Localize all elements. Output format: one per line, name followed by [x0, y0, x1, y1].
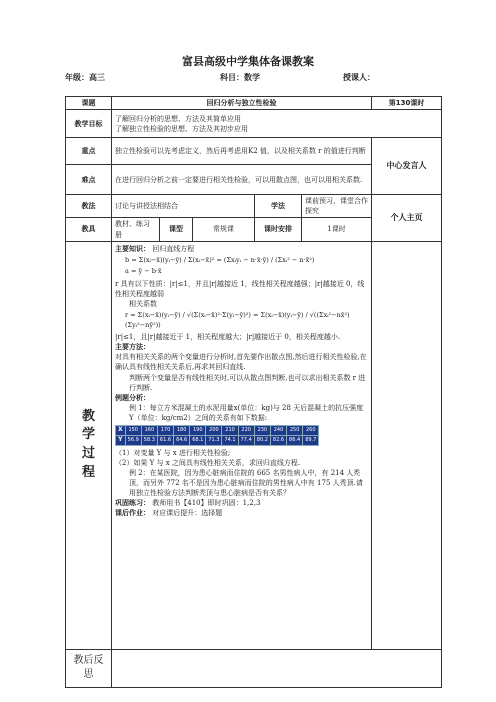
question-2: （2）如果 Y 与 x 之间具有线性相关关系，求回归直线方程. [115, 458, 301, 467]
example-heading: 例题分析： [115, 393, 150, 402]
method-label: 教法 [66, 195, 112, 218]
y-value-cell: 71.3 [206, 435, 222, 445]
x-value-cell: 250 [287, 426, 303, 436]
knowledge-intro: 回归直线方程 [152, 244, 195, 253]
hours-text: 1课时 [302, 218, 372, 241]
homework-label: 课后作业： [115, 509, 150, 518]
hours-label: 课时安排 [255, 218, 302, 241]
example-data-table [115, 425, 319, 445]
practice-label: 巩固练习： [115, 499, 150, 508]
formula-b: b = Σ(xᵢ−x̄)(yᵢ−ȳ) / Σ(xᵢ−x̄)² = (Σxᵢyᵢ − n·x̄·ȳ) / (Σxᵢ² − n·x̄²) [125, 255, 315, 264]
x-value-cell: 220 [238, 426, 254, 436]
formula-a: a = ȳ − b·x̄ [125, 267, 162, 276]
process-content [112, 241, 372, 649]
teacher-label: 授课人： [343, 73, 375, 82]
y-value-cell: 74.1 [222, 435, 238, 445]
method-heading: 主要方法： [115, 343, 150, 352]
center-speaker-label: 中心发言人 [372, 138, 442, 195]
reflection-label: 教后反思 [66, 649, 112, 687]
homework-text: 对应课后提升：选择题 [152, 509, 223, 518]
period-label: 第130课时 [372, 97, 442, 110]
tools-text: 教材、练习册 [112, 218, 160, 241]
key-point-text: 独立性检验可以先考虑定义，然后再考虑用K2 值，以及相关系数 r 的值进行判断 [112, 138, 372, 165]
x-value-cell: 190 [190, 426, 206, 436]
y-row-label: Y [116, 435, 126, 445]
goal-label: 教学目标 [66, 110, 112, 138]
y-value-cell: 64.6 [174, 435, 190, 445]
type-label: 课型 [160, 218, 193, 241]
x-value-cell: 260 [303, 426, 319, 436]
y-value-cell: 56.9 [125, 435, 141, 445]
practice-text: 教师用书【410】即时巩固：1,2,3 [152, 499, 261, 508]
example-2-text: 例 2：在某医院，因为患心脏病而住院的 665 名男性病人中，有 214 人秃顶，而另外 772 名不是因为患心脏病而住院的男性病人中有 175 人秃顶.请用独立性检验方法判断秃顶与患心脏病是否有关系？ [129, 468, 363, 498]
x-value-cell: 230 [254, 426, 270, 436]
goal-item: 了解独立性检验的思想、方法及其初步应用 [115, 124, 248, 133]
y-value-cell: 89.7 [303, 435, 319, 445]
document-title: 富县高级中学集体备课教案 [182, 55, 314, 68]
y-value-cell: 58.3 [141, 435, 157, 445]
x-value-cell: 150 [125, 426, 141, 436]
r-intro: 相关系数 [129, 299, 157, 308]
difficult-point-label: 难点 [66, 165, 112, 195]
lesson-plan-table [65, 96, 442, 688]
method-paragraph-2: 判断两个变量是否有线性相关时,可以从散点图判断,也可以求出相关系数 r 进行判断. [129, 373, 366, 392]
goal-item: 了解回归分析的思想、方法及其简单应用 [115, 114, 241, 123]
example-1-text: 例 1：每立方米混凝土的水泥用量x(单位：kg)与 28 天后混凝土的抗压强度 Y（单位：kg/cm2）之间的关系有如下数据: [129, 403, 364, 423]
method-paragraph-1: 对具有相关关系的两个变量进行分析时,首先要作出散点图,然后进行相关性检验,在确认具有线性相关关系后,再求其回归直线. [115, 353, 367, 372]
process-label: 教 学 过 程 [66, 241, 112, 649]
x-value-cell: 180 [174, 426, 190, 436]
y-value-cell: 61.6 [157, 435, 173, 445]
x-value-cell: 240 [270, 426, 286, 436]
personal-page-cell [372, 241, 442, 649]
r-properties: r 具有以下性质：|r|≤1，并且|r|越接近 1，线性相关程度越强；|r|越接近 0，线性相关程度越弱 [115, 279, 365, 298]
tools-label: 教具 [66, 218, 112, 241]
formula-r: r = Σ(xᵢ−x̄)(yᵢ−ȳ) / √(Σ(xᵢ−x̄)²·Σ(yᵢ−ȳ)²) = Σ(xᵢ−x̄)(yᵢ−ȳ) / √((Σxᵢ²−nx̄²)(Σyᵢ²−nȳ²)) [125, 311, 350, 329]
question-1: （1）对变量 Y 与 x 进行相关性检验; [115, 448, 231, 457]
y-value-cell: 77.4 [238, 435, 254, 445]
personal-page-label: 个人主页 [372, 195, 442, 242]
grade-label: 年级：高三 [65, 73, 105, 82]
subject-label: 科目：数学 [220, 73, 260, 82]
y-value-cell: 82.6 [270, 435, 286, 445]
x-value-cell: 160 [141, 426, 157, 436]
x-row-label: X [116, 426, 126, 436]
y-value-cell: 68.1 [190, 435, 206, 445]
key-point-label: 重点 [66, 138, 112, 165]
r-abs-text: |r|≤1，且|r|越接近于 1，相关程度越大；|r|越接近于 0，相关程度越小. [115, 332, 341, 341]
y-value-cell: 86.4 [287, 435, 303, 445]
topic-label: 课题 [66, 97, 112, 110]
method-text: 讨论与讲授法相结合 [112, 195, 255, 218]
difficult-point-text: 在进行回归分析之前一定要进行相关性检验，可以用散点图，也可以用相关系数. [112, 165, 372, 195]
study-label: 学法 [255, 195, 302, 218]
x-value-cell: 200 [206, 426, 222, 436]
reflection-cell [112, 649, 442, 687]
x-value-cell: 210 [222, 426, 238, 436]
type-text: 常规课 [193, 218, 255, 241]
goal-cell [112, 110, 442, 138]
knowledge-heading: 主要知识： [115, 244, 150, 253]
topic-title: 回归分析与独立性检验 [112, 97, 372, 110]
study-text: 课前预习、课堂合作探究 [302, 195, 372, 218]
y-value-cell: 80.2 [254, 435, 270, 445]
x-value-cell: 170 [157, 426, 173, 436]
